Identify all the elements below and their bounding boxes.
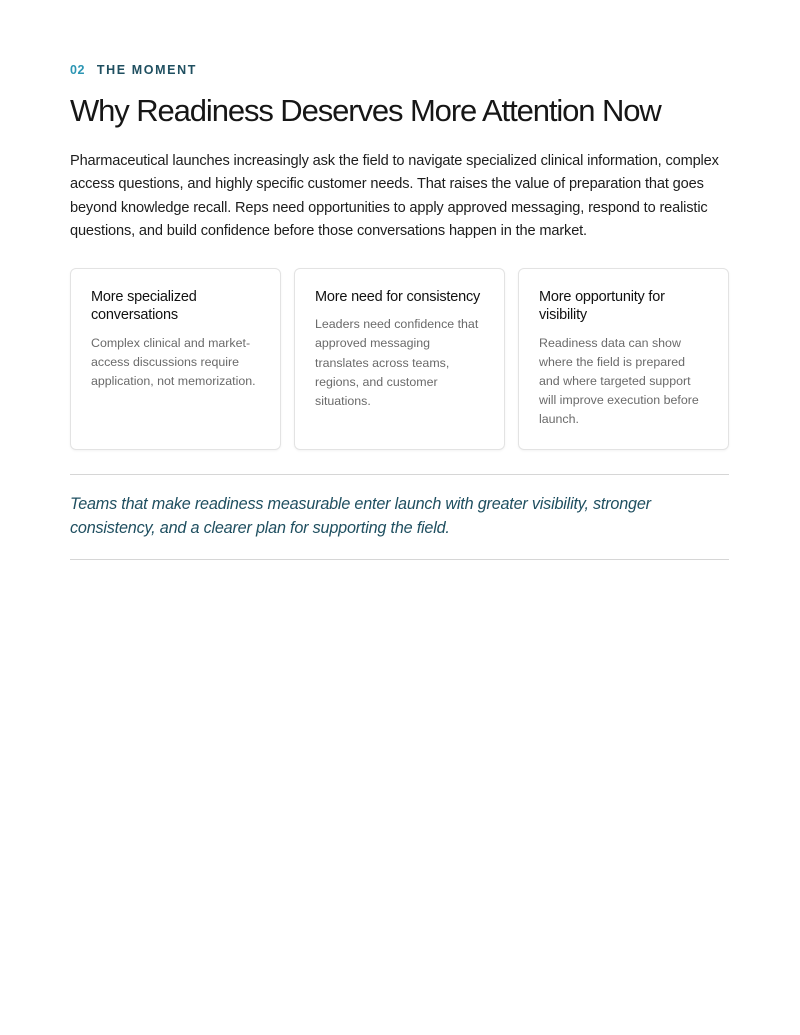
card-title: More opportunity for visibility — [539, 288, 665, 324]
intro-paragraph: Pharmaceutical launches increasingly ask the field to navigate specialized clinical information, complex access questions, and highly specific customer needs. That raises the value of preparation that goes beyond knowledge recall. Reps need opportunities to apply approved messaging, respond to realistic questions, and build confidence before those conversations happen in the market. — [70, 153, 719, 240]
card-visibility — [518, 268, 729, 450]
document-page — [70, 62, 729, 560]
section-label: THE MOMENT — [96, 63, 197, 77]
card-title: More specialized conversations — [91, 288, 197, 324]
card-row — [70, 268, 729, 450]
card-body: Complex clinical and market-access discussions require application, not memorization. — [91, 335, 256, 389]
section-number: 02 — [70, 63, 85, 77]
card-consistency — [294, 268, 505, 450]
card-body: Readiness data can show where the field is prepared and where targeted support will improve execution before launch. — [539, 335, 699, 427]
card-body: Leaders need confidence that approved messaging translates across teams, regions, and customer situations. — [315, 317, 479, 408]
card-title: More need for consistency — [315, 288, 481, 305]
card-specialized-conversations — [70, 268, 281, 450]
page-title: Why Readiness Deserves More Attention Now — [70, 93, 661, 128]
pull-quote: Teams that make readiness measurable enter launch with greater visibility, stronger consistency, and a clearer plan for supporting the field. — [70, 494, 651, 537]
section-eyebrow — [70, 62, 729, 78]
pull-quote-block — [70, 474, 729, 560]
